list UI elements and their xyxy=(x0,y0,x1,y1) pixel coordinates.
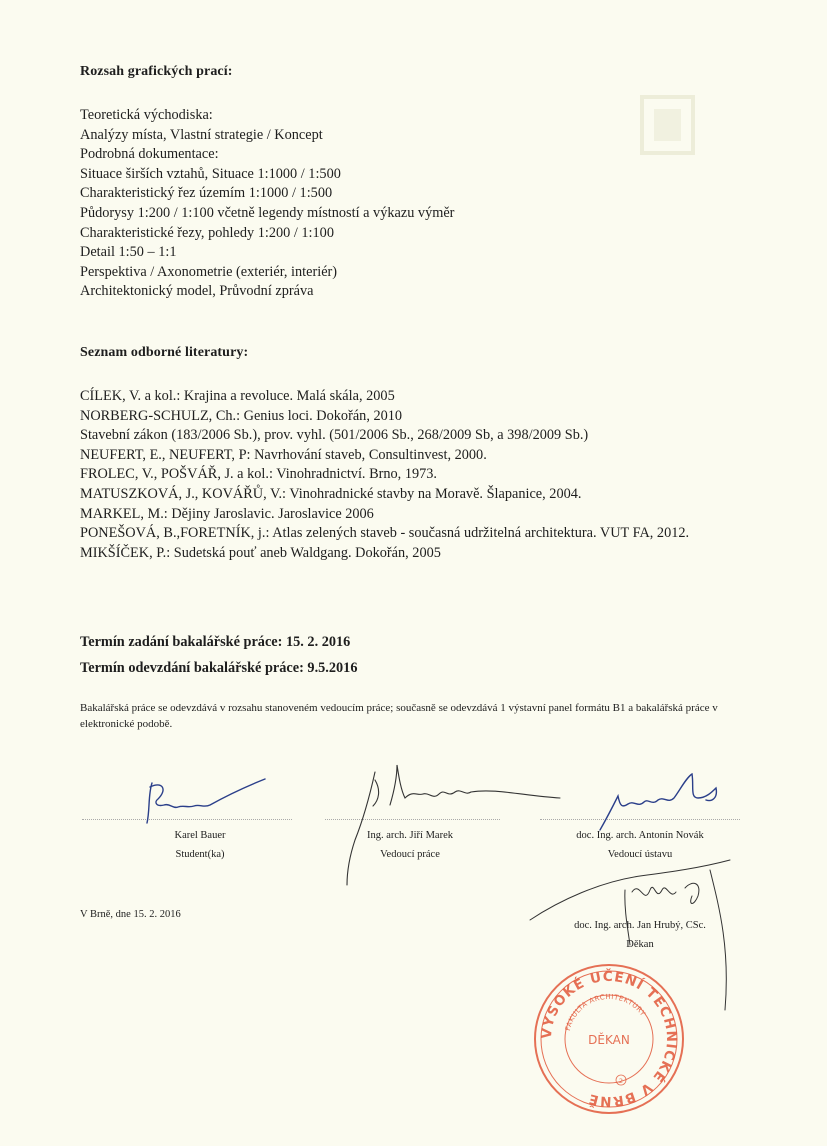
signatory-role: Vedoucí ústavu xyxy=(607,849,673,860)
submission-note: Bakalářská práce se odevzdává v rozsahu stanoveném vedoucím práce; současně se odevzdává 1 výstavní panel formátu B1 a bakalářská práce v elektronické podobě. xyxy=(80,702,718,730)
signatory-name: doc. Ing. arch. Jan Hrubý, CSc. xyxy=(574,920,706,931)
graphic-works-line: Analýzy místa, Vlastní strategie / Koncept xyxy=(80,126,323,143)
submission-date: Termín odevzdání bakalářské práce: 9.5.2016 xyxy=(80,660,358,676)
signature-block-student xyxy=(120,826,280,864)
graphic-works-line: Charakteristický řez územím 1:1000 / 1:500 xyxy=(80,185,333,202)
assignment-date: Termín zadání bakalářské práce: 15. 2. 2016 xyxy=(80,634,351,650)
graphic-works-line: Detail 1:50 – 1:1 xyxy=(80,244,177,261)
university-stamp-icon xyxy=(528,958,690,1120)
graphic-works-line: Teoretická východiska: xyxy=(80,107,213,123)
stamp-ring-text: VYSOKÉ UČENÍ TECHNICKÉ V BRNĚ xyxy=(538,968,680,1110)
signatory-name: Ing. arch. Jiří Marek xyxy=(366,830,453,841)
signatory-name: doc. Ing. arch. Antonín Novák xyxy=(576,830,704,841)
graphic-works-heading: Rozsah grafických prací: xyxy=(80,64,233,79)
literature-item: MATUSZKOVÁ, J., KOVÁŘŮ, V.: Vinohradnické stavby na Moravě. Šlapanice, 2004. xyxy=(80,485,582,502)
graphic-works-line: Situace širších vztahů, Situace 1:1000 / 1:500 xyxy=(80,165,341,182)
literature-item: PONEŠOVÁ, B.,FORETNÍK, j.: Atlas zelených staveb - současná udržitelná architektura. VUT FA, 2012. xyxy=(80,525,690,542)
svg-text:FAKULTA ARCHITEKTURY xyxy=(564,993,647,1032)
graphic-works-line: Podrobná dokumentace: xyxy=(80,146,219,163)
stamp-inner-text: FAKULTA ARCHITEKTURY xyxy=(563,992,648,1032)
graphic-works-line: Charakteristické řezy, pohledy 1:200 / 1:100 xyxy=(80,224,334,241)
stamp-center-text: DĚKAN xyxy=(588,1033,630,1047)
place-and-date: V Brně, dne 15. 2. 2016 xyxy=(80,909,181,920)
signatory-role: Děkan xyxy=(626,939,654,950)
signature-block-dean xyxy=(540,916,740,954)
signature-block-head xyxy=(540,826,740,864)
literature-item: FROLEC, V., POŠVÁŘ, J. a kol.: Vinohradnictví. Brno, 1973. xyxy=(80,466,437,483)
literature-item: NORBERG-SCHULZ, Ch.: Genius loci. Dokořán, 2010 xyxy=(80,407,403,424)
graphic-works-section xyxy=(80,64,454,302)
literature-item: CÍLEK, V. a kol.: Krajina a revoluce. Malá skála, 2005 xyxy=(80,388,395,404)
literature-item: MARKEL, M.: Dějiny Jaroslavic. Jaroslavice 2006 xyxy=(80,505,374,522)
signatory-role: Vedoucí práce xyxy=(380,849,440,860)
signatory-role: Student(ka) xyxy=(175,849,225,860)
graphic-works-line: Architektonický model, Průvodní zpráva xyxy=(80,283,314,300)
watermark-logo-icon xyxy=(640,95,695,155)
graphic-works-line: Perspektiva / Axonometrie (exteriér, interiér) xyxy=(80,263,338,280)
signature-student-icon xyxy=(140,775,270,830)
literature-list xyxy=(80,387,750,563)
literature-item: NEUFERT, E., NEUFERT, P: Navrhování staveb, Consultinvest, 2000. xyxy=(80,446,487,463)
signature-block-supervisor xyxy=(330,826,490,864)
literature-section xyxy=(80,345,750,563)
signatory-name: Karel Bauer xyxy=(174,830,226,841)
literature-heading: Seznam odborné literatury: xyxy=(80,345,249,360)
graphic-works-line: Půdorysy 1:200 / 1:100 včetně legendy místností a výkazu výměr xyxy=(80,204,455,221)
graphic-works-list xyxy=(80,106,454,302)
literature-item: MIKŠÍČEK, P.: Sudetská pouť aneb Waldgang. Dokořán, 2005 xyxy=(80,544,441,561)
stamp-number: 2 xyxy=(618,1077,624,1085)
literature-item: Stavební zákon (183/2006 Sb.), prov. vyhl. (501/2006 Sb., 268/2009 Sb, a 398/2009 Sb.) xyxy=(80,427,589,444)
